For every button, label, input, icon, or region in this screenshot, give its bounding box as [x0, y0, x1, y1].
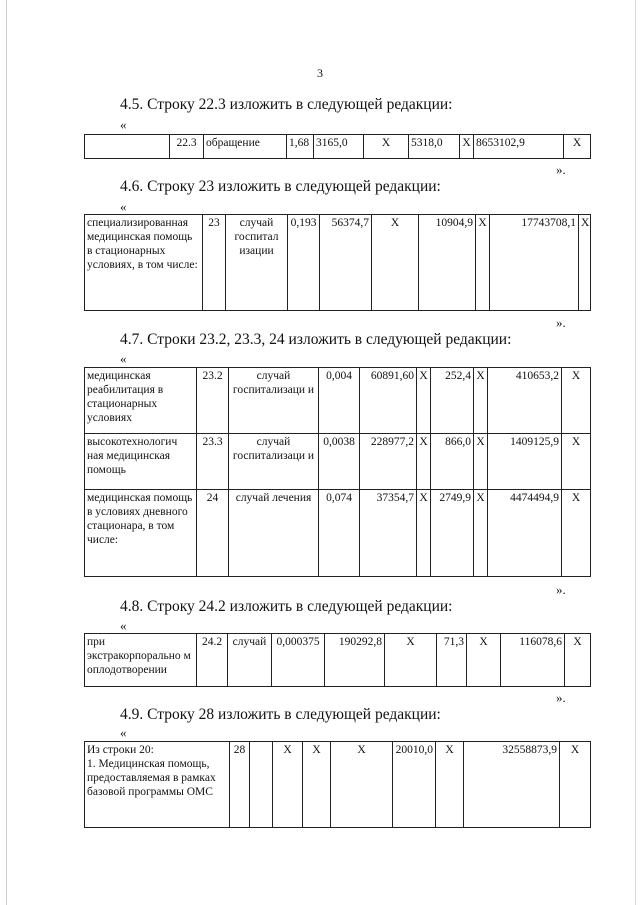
table-row: [85, 490, 591, 577]
table-cell: случай госпитализаци и: [229, 368, 319, 434]
table-cell: 17743708,1: [490, 215, 579, 311]
table-cell: 24: [197, 490, 229, 577]
closing-quote: ».: [556, 162, 566, 177]
table-cell: медицинская помощь в условиях дневного стационара, в том числе:: [85, 490, 197, 577]
scan-edge: [635, 0, 636, 905]
amendment-table: [84, 741, 591, 828]
table-cell: 5318,0: [409, 135, 460, 159]
table-cell: Х: [417, 368, 431, 434]
table-cell: 23.2: [197, 368, 229, 434]
table-cell: медицинская реабилитация в стационарных условиях: [85, 368, 197, 434]
closing-quote: ».: [556, 315, 566, 330]
table-cell: случай: [228, 634, 272, 687]
table-cell: 3165,0: [314, 135, 364, 159]
table-cell: 410653,2: [488, 368, 562, 434]
table-cell: 1,68: [287, 135, 314, 159]
table-cell: при экстракорпорально м оплодотворении: [85, 634, 197, 687]
table-cell: Х: [560, 742, 591, 828]
opening-quote: «: [120, 351, 127, 366]
table-cell: Х: [565, 634, 591, 687]
table-cell: 228977,2: [360, 434, 417, 490]
table-cell: 0,000375: [272, 634, 325, 687]
table-cell: 866,0: [431, 434, 474, 490]
opening-quote: «: [120, 618, 127, 633]
table-cell: 56374,7: [320, 215, 372, 311]
amendment-table: [84, 214, 591, 311]
table-cell: 2749,9: [431, 490, 474, 577]
table-cell: Х: [372, 215, 419, 311]
closing-quote: ».: [556, 690, 566, 705]
table-cell: 0,0038: [319, 434, 360, 490]
table-cell: 60891,60: [360, 368, 417, 434]
opening-quote: «: [120, 199, 127, 214]
table-cell: Х: [273, 742, 303, 828]
table-cell: 8653102,9: [474, 135, 564, 159]
table-cell: 71,3: [437, 634, 467, 687]
table-cell: 116078,6: [501, 634, 565, 687]
closing-quote: ».: [556, 582, 566, 597]
table-row: [85, 215, 591, 311]
table-cell: [250, 742, 273, 828]
table-cell: 22.3: [170, 135, 204, 159]
table-cell: Х: [331, 742, 393, 828]
section-heading: 4.9. Строку 28 изложить в следующей редакции:: [120, 706, 441, 723]
table-row: [85, 742, 591, 828]
table-cell: Х: [474, 490, 488, 577]
table-cell: 10904,9: [419, 215, 476, 311]
table-cell: 190292,8: [325, 634, 385, 687]
table-cell: Х: [364, 135, 409, 159]
table-cell: 0,074: [319, 490, 360, 577]
table-cell: Х: [562, 490, 591, 577]
table-row: [85, 634, 591, 687]
amendment-table: [84, 134, 591, 159]
table-cell: 1409125,9: [488, 434, 562, 490]
table-cell: 24.2: [197, 634, 228, 687]
table-cell: Х: [385, 634, 437, 687]
table-cell: 0,004: [319, 368, 360, 434]
table-cell: Х: [474, 434, 488, 490]
table-cell: Х: [564, 135, 591, 159]
table-cell: высокотехнологич ная медицинская помощь: [85, 434, 197, 490]
section-heading: 4.6. Строку 23 изложить в следующей редакции:: [120, 178, 441, 195]
table-row: [85, 368, 591, 434]
table-cell: 32558873,9: [464, 742, 560, 828]
section-heading: 4.5. Строку 22.3 изложить в следующей редакции:: [120, 96, 453, 113]
amendment-table: [84, 367, 591, 577]
table-cell: Х: [579, 215, 591, 311]
table-cell: Х: [474, 368, 488, 434]
table-cell: Из строки 20: 1. Медицинская помощь, предоставляемая в рамках базовой программы ОМС: [85, 742, 230, 828]
table-cell: 23.3: [197, 434, 229, 490]
table-cell: [85, 135, 170, 159]
table-cell: 37354,7: [360, 490, 417, 577]
table-cell: Х: [562, 368, 591, 434]
table-cell: специализированная медицинская помощь в стационарных условиях, в том числе:: [85, 215, 203, 311]
table-cell: 28: [230, 742, 250, 828]
table-cell: 23: [203, 215, 226, 311]
table-cell: случай лечения: [229, 490, 319, 577]
opening-quote: «: [120, 725, 127, 740]
table-cell: Х: [417, 490, 431, 577]
table-cell: Х: [303, 742, 331, 828]
table-cell: обращение: [204, 135, 287, 159]
table-cell: 0,193: [288, 215, 320, 311]
section-heading: 4.7. Строки 23.2, 23.3, 24 изложить в следующей редакции:: [120, 331, 512, 348]
table-cell: Х: [562, 434, 591, 490]
table-cell: Х: [467, 634, 501, 687]
page-number: 3: [317, 66, 323, 80]
amendment-table: [84, 633, 591, 687]
table-cell: Х: [417, 434, 431, 490]
section-heading: 4.8. Строку 24.2 изложить в следующей редакции:: [120, 598, 453, 615]
table-row: [85, 135, 591, 159]
table-cell: Х: [476, 215, 490, 311]
table-cell: Х: [436, 742, 464, 828]
table-cell: 4474494,9: [488, 490, 562, 577]
table-row: [85, 434, 591, 490]
table-cell: 252,4: [431, 368, 474, 434]
table-cell: 20010,0: [393, 742, 436, 828]
opening-quote: «: [120, 117, 127, 132]
table-cell: случай госпитализаци и: [229, 434, 319, 490]
table-cell: Х: [460, 135, 474, 159]
scan-edge: [6, 0, 7, 905]
table-cell: случай госпитал изации: [226, 215, 288, 311]
